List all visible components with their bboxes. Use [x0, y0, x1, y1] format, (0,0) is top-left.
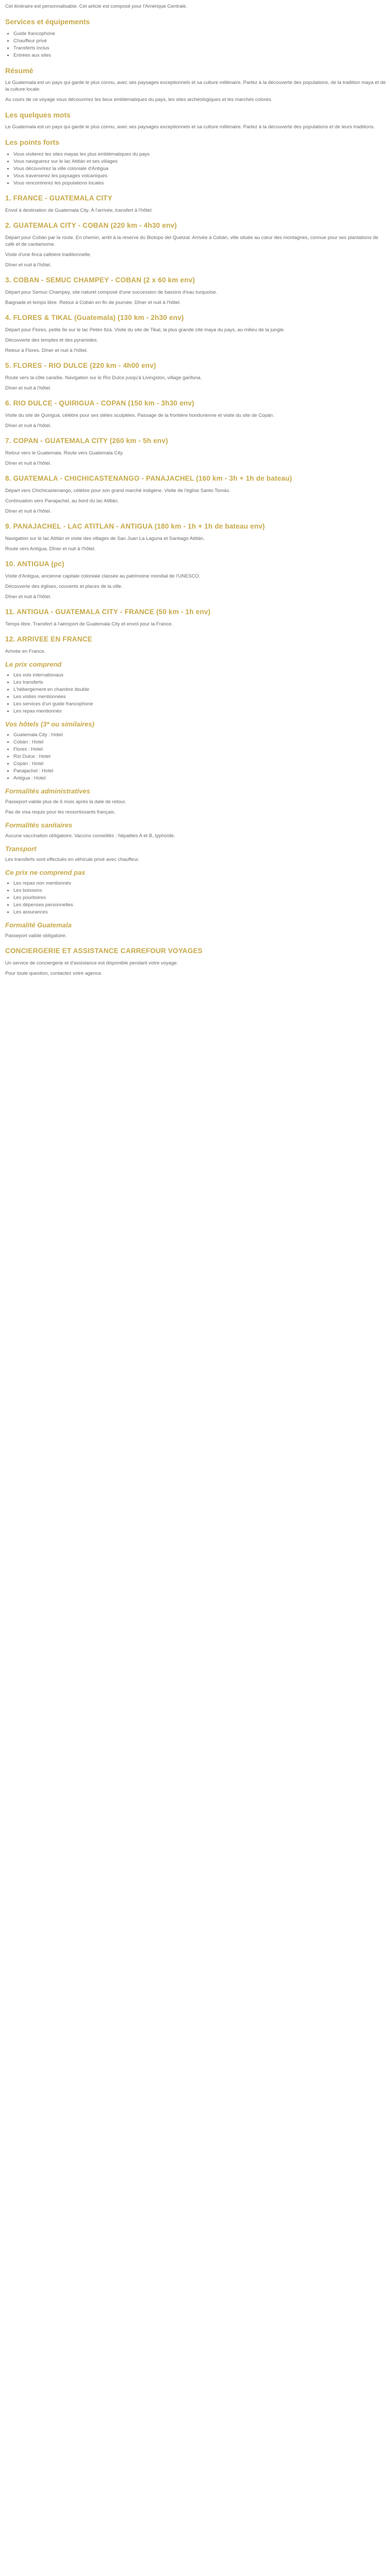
paragraph: Dîner et nuit à l'hôtel.: [5, 385, 52, 391]
paragraph: Visite d'Antigua, ancienne capitale coloniale classée au patrimoine mondial de l'UNESCO.: [5, 573, 201, 579]
paragraph: Découverte des temples et des pyramides.: [5, 337, 99, 343]
section-title-transport: Transport: [5, 845, 37, 853]
highlights-list: [5, 151, 386, 187]
paragraph: Dîner et nuit à l'hôtel.: [5, 423, 52, 429]
list-item: • Les transferts: [13, 679, 386, 686]
list-item: • L'hébergement en chambre double: [13, 686, 386, 693]
section-title-hotels: Vos hôtels (3* ou similaires): [5, 720, 94, 728]
list-item: • Vous découvrirez la ville coloniale d'Antigua: [13, 165, 386, 172]
paragraph: Départ vers Chichicastenango, célèbre pour son grand marché indigène. Visite de l'église Santo Tomás.: [5, 488, 231, 494]
list-item: • Les boissons: [13, 887, 386, 894]
section-title-conciergerie: CONCIERGERIE ET ASSISTANCE CARREFOUR VOYAGES: [5, 947, 203, 955]
paragraph: Dîner et nuit à l'hôtel.: [5, 594, 52, 600]
list-item: • Vous traverserez les paysages volcaniques: [13, 173, 386, 179]
excluded-list: [5, 880, 386, 916]
day-title-5: 5. FLORES - RIO DULCE (220 km - 4h00 env): [5, 362, 156, 369]
paragraph: Le Guatemala est un pays qui garde le plus connu, avec ses paysages exceptionnels et sa culture millénaire. Partez à la découverte des populations, de la tradition maya et de la culture locale.: [5, 80, 386, 92]
list-item: • Les services d'un guide francophone: [13, 701, 386, 707]
paragraph: Les transferts sont effectués en véhicule privé avec chauffeur.: [5, 857, 139, 862]
paragraph: Baignade et temps libre. Retour à Cobán en fin de journée. Dîner et nuit à l'hôtel.: [5, 300, 181, 306]
paragraph: Passeport valide obligatoire.: [5, 933, 67, 939]
paragraph: Au cours de ce voyage vous découvrirez les lieux emblématiques du pays, les sites archéologiques et les marchés colorés.: [5, 97, 273, 103]
day-title-7: 7. COPAN - GUATEMALA CITY (260 km - 5h env): [5, 437, 168, 445]
list-item: • Vous rencontrerez les populations locales: [13, 180, 386, 187]
paragraph: Retour à Flores. Dîner et nuit à l'hôtel.: [5, 348, 88, 353]
day-title-12: 12. ARRIVEE EN FRANCE: [5, 635, 92, 643]
paragraph: Temps libre. Transfert à l'aéroport de Guatemala City et envol pour la France.: [5, 621, 173, 627]
list-item: • Antigua : Hotel: [13, 775, 386, 782]
paragraph: Départ pour Flores, petite île sur le lac Petén Itzá. Visite du site de Tikal, la plus grande cité maya du pays, au milieu de la jungle.: [5, 327, 285, 333]
list-item: • Les visites mentionnées: [13, 693, 386, 700]
paragraph: Continuation vers Panajachel, au bord du lac Atitlán.: [5, 498, 119, 504]
paragraph: Découverte des églises, couvents et places de la ville.: [5, 584, 123, 589]
page: [0, 0, 391, 986]
paragraph: Un service de conciergerie et d'assistance est disponible pendant votre voyage.: [5, 960, 178, 966]
list-item: • Les dépenses personnelles: [13, 902, 386, 908]
list-item: • Les assurances: [13, 909, 386, 916]
list-item: • Chauffeur privé: [13, 38, 386, 44]
list-item: • Flores : Hotel: [13, 746, 386, 753]
list-item: • Les vols internationaux: [13, 672, 386, 679]
section-title-prix-ne-comprend-pas: Ce prix ne comprend pas: [5, 869, 86, 876]
intro-text: Cet itinéraire est personnalisable. Cet article est composé pour l'Amérique Centrale.: [5, 4, 187, 9]
section-title-points-forts: Les points forts: [5, 138, 60, 146]
day-title-10: 10. ANTIGUA (pc): [5, 560, 64, 568]
paragraph: Arrivée en France.: [5, 649, 46, 654]
section-title-prix-comprend: Le prix comprend: [5, 660, 62, 668]
day-title-3: 3. COBAN - SEMUC CHAMPEY - COBAN (2 x 60 km env): [5, 276, 195, 284]
paragraph: Envol à destination de Guatemala City. À l'arrivée, transfert à l'hôtel.: [5, 208, 153, 213]
list-item: • Les repas mentionnés: [13, 708, 386, 715]
paragraph: Départ pour Semuc Champey, site naturel composé d'une succession de bassins d'eau turquoise.: [5, 290, 218, 295]
section-title-formalites-admin: Formalités administratives: [5, 787, 90, 795]
day-title-1: 1. FRANCE - GUATEMALA CITY: [5, 194, 112, 202]
day-title-4: 4. FLORES & TIKAL (Guatemala) (130 km - 2h30 env): [5, 314, 184, 321]
section-title-resume: Résumé: [5, 66, 34, 75]
list-item: • Vous naviguerez sur le lac Atitlán et ses villages: [13, 158, 386, 165]
list-item: • Les pourboires: [13, 894, 386, 901]
list-item: • Transferts inclus: [13, 45, 386, 52]
paragraph: Retour vers le Guatemala. Route vers Guatemala City.: [5, 450, 124, 456]
paragraph: Route vers la côte caraïbe. Navigation sur le Río Dulce jusqu'à Livingston, village garifuna.: [5, 375, 202, 381]
paragraph: Dîner et nuit à l'hôtel.: [5, 461, 52, 466]
section-title-quelques-mots: Les quelques mots: [5, 111, 71, 119]
list-item: • Les repas non mentionnés: [13, 880, 386, 887]
paragraph: Navigation sur le lac Atitlán et visite des villages de San Juan La Laguna et Santiago Atitlán.: [5, 536, 205, 541]
day-title-9: 9. PANAJACHEL - LAC ATITLAN - ANTIGUA (180 km - 1h + 1h de bateau env): [5, 522, 265, 530]
day-title-2: 2. GUATEMALA CITY - COBAN (220 km - 4h30 env): [5, 222, 177, 229]
day-title-6: 6. RIO DULCE - QUIRIGUA - COPAN (150 km - 3h30 env): [5, 399, 194, 407]
day-title-11: 11. ANTIGUA - GUATEMALA CITY - FRANCE (50 km - 1h env): [5, 608, 211, 616]
list-item: • Cobán : Hotel: [13, 739, 386, 745]
paragraph: Dîner et nuit à l'hôtel.: [5, 262, 52, 268]
paragraph: Visite d'une finca caféière traditionnelle.: [5, 252, 91, 258]
list-item: • Copán : Hotel: [13, 760, 386, 767]
section-title-formalite-guatemala: Formalité Guatemala: [5, 921, 72, 929]
hotels-list: [5, 732, 386, 782]
list-item: • Vous visiterez les sites mayas les plus emblématiques du pays: [13, 151, 386, 158]
day-title-8: 8. GUATEMALA - CHICHICASTENANGO - PANAJACHEL (160 km - 3h + 1h de bateau): [5, 474, 292, 482]
paragraph: Passeport valide plus de 6 mois après la date de retour.: [5, 799, 126, 805]
section-title-services: Services et équipements: [5, 18, 90, 26]
paragraph: Aucune vaccination obligatoire. Vaccins conseillés : hépatites A et B, typhoïde.: [5, 833, 175, 839]
included-list: [5, 672, 386, 715]
paragraph: Pour toute question, contactez votre agence.: [5, 971, 103, 976]
paragraph: Le Guatemala est un pays qui garde le plus connu, avec ses paysages exceptionnels et sa culture millénaire. Partez à la découverte des populations et de leurs traditions.: [5, 124, 375, 130]
section-title-formalites-sanitaires: Formalités sanitaires: [5, 821, 73, 829]
services-list: [5, 30, 386, 59]
paragraph: Visite du site de Quiriguá, célèbre pour ses stèles sculptées. Passage de la frontière hondurienne et visite du site de Copán.: [5, 413, 274, 418]
paragraph: Dîner et nuit à l'hôtel.: [5, 509, 52, 514]
paragraph: Pas de visa requis pour les ressortissants français.: [5, 809, 116, 815]
paragraph: Départ pour Cobán par la route. En chemin, arrêt à la réserve du Biotopo del Quetzal. Arrivée à Cobán, ville située au cœur des montagnes, connue pour ses plantations de café et de cardamome.: [5, 235, 379, 247]
paragraph: Route vers Antigua. Dîner et nuit à l'hôtel.: [5, 546, 96, 552]
list-item: • Entrées aux sites: [13, 52, 386, 59]
list-item: • Río Dulce : Hotel: [13, 753, 386, 760]
list-item: • Guatemala City : Hotel: [13, 732, 386, 738]
list-item: • Panajachel : Hotel: [13, 768, 386, 774]
list-item: • Guide francophone: [13, 30, 386, 37]
